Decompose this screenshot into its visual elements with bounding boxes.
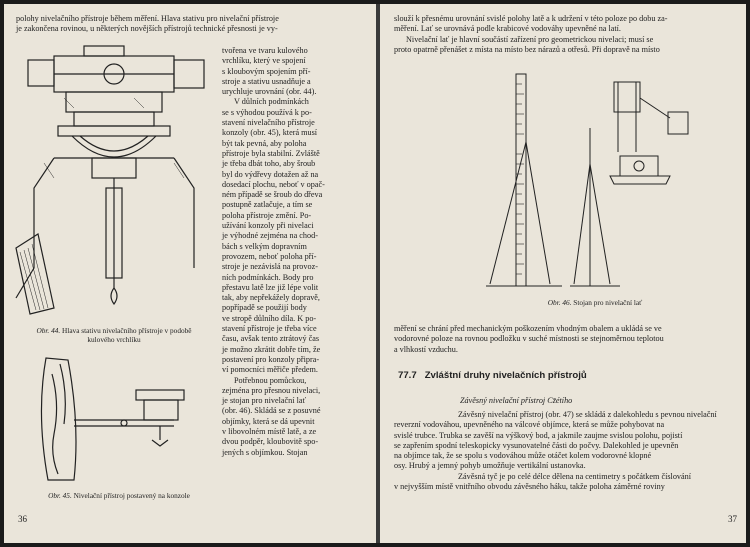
right-body-line: svislé trubce. Trubka se zavěší na výškový bod, a jakmile zaujme svislou polohu, pojistí: [394, 430, 683, 440]
left-column-line: V důlních podmínkách: [234, 97, 309, 107]
right-body-line: reverzní vodováhou, upevněného na válcové objímce, která se může pohybovat na: [394, 420, 665, 430]
figure-46-caption-text: Stojan pro nivelační lať: [573, 298, 643, 307]
right-middle-line: měření se chrání před mechanickým poškozením vhodným obalem a ukládá se ve: [394, 324, 662, 333]
left-column-line: užívání konzoly při nivelaci: [222, 221, 314, 231]
left-column-line: tvořena ve tvaru kulového: [222, 46, 308, 55]
left-column-line: ném případě se šroub do dřeva: [222, 190, 323, 200]
left-column-line: stavení nivelačního přístroje: [222, 118, 315, 128]
left-column-line: dosedací plochu, neboť v opač-: [222, 179, 325, 189]
left-column-line: bách s velkým dopravním: [222, 241, 307, 251]
left-column-line: přístroje byla stabilní. Zvláště: [222, 148, 320, 158]
figure-45-label: Obr. 45.: [48, 491, 72, 500]
left-column-line: objímky, která se dá upevnit: [222, 416, 315, 426]
right-body-line: Závěsný nivelační přístroj (obr. 47) se skládá z dalekohledu s pevnou nivelační: [458, 410, 717, 419]
section-title: Zvláštní druhy nivelačních přístrojů: [424, 370, 587, 381]
right-body-line: Závěsná tyč je po celé délce dělena na centimetry s počátkem číslování: [458, 471, 692, 481]
left-column-line: urychluje urovnání (obr. 44).: [222, 87, 317, 97]
right-body-line: na objímce tak, že se spolu s vodováhou může otáčet kolem vodorovné klopné: [394, 451, 652, 461]
left-column-line: času, avšak tento ztrátový čas: [222, 334, 320, 344]
left-top-paragraph: [16, 14, 364, 35]
left-column-text: [222, 46, 365, 458]
left-column-line: byl do výdřevy dotažen až na: [222, 169, 319, 179]
left-column-line: stroje a stativu usnadňuje a: [222, 76, 311, 86]
right-middle-line: a vlhkostí vzduchu.: [394, 344, 458, 354]
left-page: [4, 4, 376, 543]
left-column-line: stroje je nezávislá na provoz-: [222, 262, 318, 272]
right-body-line: se zapřením spodní teleskopicky vysunovatelné části do počvy. Dalekohled je upevněn: [394, 440, 679, 450]
right-top-paragraph: [394, 14, 734, 55]
right-body-line: v nejvyšším místě vnitřního obvodu závěsného háku, takže poloha záměrné roviny: [394, 482, 665, 492]
left-column-line: postupně zatlačuje, a tím se: [222, 200, 313, 210]
left-column-line: ve stropě důlního díla. K po-: [222, 313, 317, 323]
left-column-line: zejména pro přesnou nivelaci,: [222, 385, 321, 395]
figure-44-caption-text: Hlava stativu nivelačního přístroje v podobě kulového vrchlíku: [62, 326, 192, 344]
left-column-line: provozem, neboť poloha pří-: [222, 251, 317, 261]
left-column-line: ví pomocníci měřiče předem.: [222, 365, 318, 375]
right-body-paragraph: [394, 410, 734, 492]
figure-45-caption-text: Nivelační přístroj postavený na konzole: [73, 491, 190, 500]
right-top-line: Nivelační lať je hlavní součástí zařízení pro geometrickou nivelaci; musí se: [406, 34, 654, 44]
book-spread: [4, 4, 746, 543]
right-top-line: proto opatrně přenášet z místa na místo bez nárazů a otřesů. Při dopravě na místo: [394, 44, 660, 54]
left-page-number: 36: [18, 514, 27, 524]
figure-46-label: Obr. 46.: [547, 298, 572, 307]
left-column-line: (obr. 46). Skládá se z posuvné: [222, 406, 321, 416]
figure-45-caption: [24, 491, 214, 500]
left-column-line: konzoly (obr. 45), která musí: [222, 128, 318, 138]
right-page-number: 37: [728, 514, 737, 524]
right-body-line: osy. Hrubý a jemný pohyb umožňuje vertikální ustanovka.: [394, 461, 586, 471]
left-column-line: postavení pro konzoly připra-: [222, 354, 320, 364]
left-column-line: v libovolném místě latě, a ze: [222, 426, 317, 436]
right-page: [380, 4, 746, 543]
figure-44-label: Obr. 44.: [36, 326, 61, 335]
right-middle-paragraph: [394, 324, 734, 355]
section-number: 77.7: [398, 370, 417, 381]
right-top-line: měření. Lať se urovnává podle krabicové vodováhy upevněné na latí.: [394, 24, 621, 34]
subheading: Závěsný nivelační přístroj Cz̄étího: [460, 396, 573, 405]
left-top-line: polohy nivelačního přístroje během měření. Hlava stativu pro nivelační přístroje: [16, 14, 279, 23]
left-column-line: je možno zkrátit dobře tím, že: [222, 344, 321, 354]
left-column-line: být tak pevná, aby poloha: [222, 138, 307, 148]
left-column-line: poloha přístroje změní. Po-: [222, 210, 312, 220]
left-column-line: se s výhodou používá k po-: [222, 107, 312, 117]
right-middle-line: vodorovné poloze na rovnou podložku v suché místnosti se stejnoměrnou teplotou: [394, 334, 664, 344]
figure-44-drawing: [14, 38, 209, 318]
left-column-line: přestavu latě lze již lépe volit: [222, 282, 319, 292]
left-column-line: jených s objímkou. Stojan: [222, 447, 308, 457]
left-column-line: s kloubovým spojením pří-: [222, 66, 311, 76]
left-column-line: je výhodné zejména na chod-: [222, 231, 318, 241]
figure-46-caption: [520, 298, 670, 307]
left-column-line: vrchlíku, který ve spojení: [222, 56, 306, 66]
section-heading: [398, 370, 587, 381]
left-column-line: je třeba dbát toho, aby šroub: [222, 159, 316, 169]
left-column-line: popřípadě se použijí body: [222, 303, 307, 313]
left-column-line: ních podmínkách. Body pro: [222, 272, 314, 282]
left-top-line: je zakončena rovinou, u některých novějších přístrojů technické přesnosti je vy-: [16, 24, 278, 34]
left-column-line: tak, aby nepřekážely dopravě,: [222, 293, 320, 303]
figure-45-drawing: [24, 354, 204, 484]
left-column-line: je stojan pro nivelační lať: [222, 396, 306, 406]
figure-46-drawing: [470, 72, 710, 294]
figure-44-caption: [24, 326, 204, 344]
left-column-line: Potřebnou pomůckou,: [234, 375, 307, 385]
right-top-line: slouží k přesnému urovnání svislé polohy latě a k udržení v této poloze po dobu za-: [394, 14, 668, 23]
left-column-line: stavení přístroje je třeba více: [222, 324, 317, 334]
left-column-line: dvou podpěr, kloubovitě spo-: [222, 437, 319, 447]
